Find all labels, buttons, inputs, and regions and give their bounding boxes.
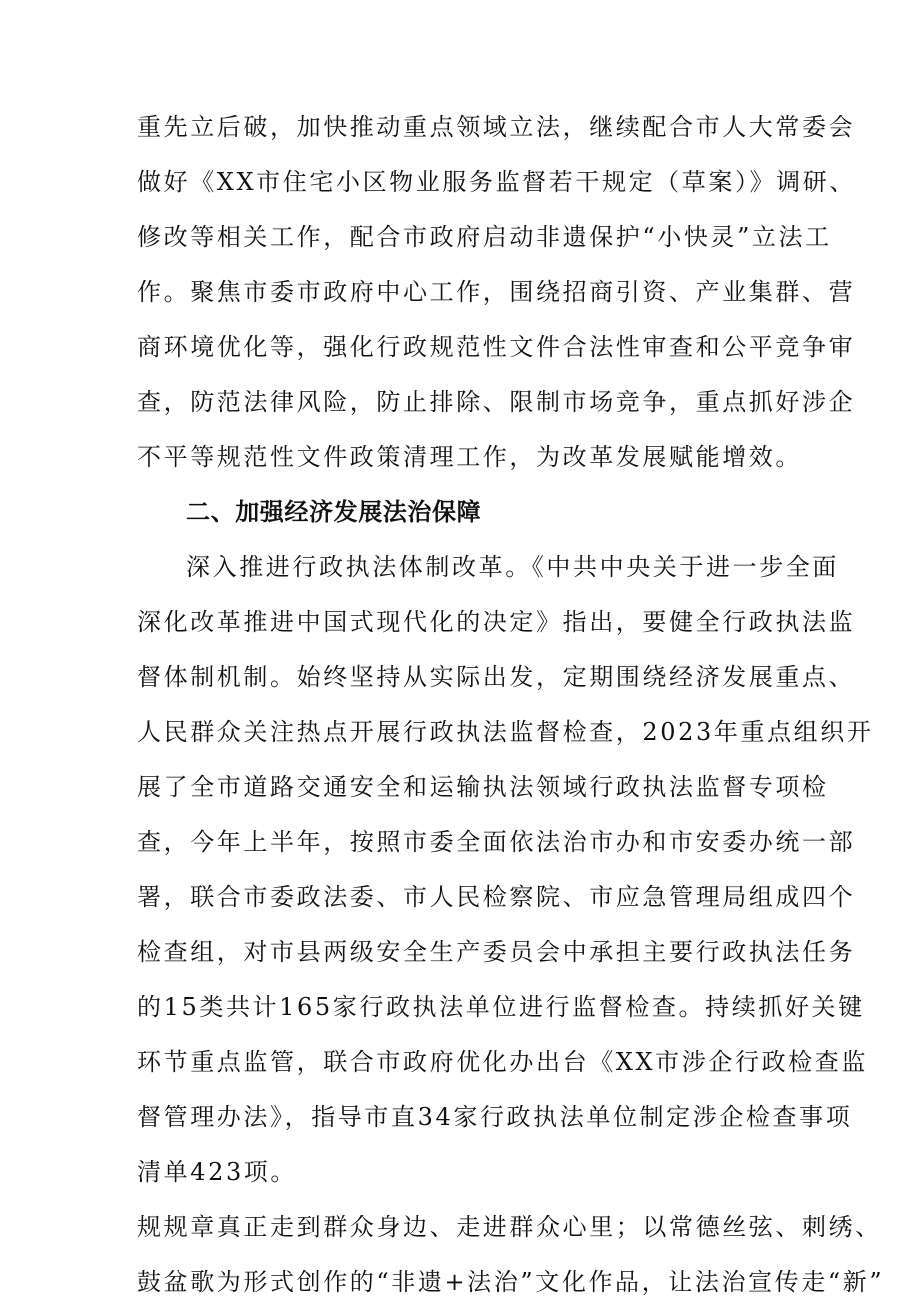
text-line: 人民群众关注热点开展行政执法监督检查，2023年重点组织开 [137, 718, 874, 746]
paragraph-first-line: 深入推进行政执法体制改革。《中共中央关于进一步全面 [186, 553, 839, 581]
text-line: 重先立后破，加快推动重点领域立法，继续配合市人大常委会 [137, 113, 856, 141]
text-line: 环节重点监管，联合市政府优化办出台《XX市涉企行政检查监 [137, 1048, 868, 1076]
section-heading: 二、加强经济发展法治保障 [186, 498, 482, 526]
text-line: 的15类共计165家行政执法单位进行监督检查。持续抓好关键 [137, 993, 865, 1021]
text-line: 规规章真正走到群众身边、走进群众心里；以常德丝弦、刺绣、 [137, 1213, 882, 1241]
text-line: 深化改革推进中国式现代化的决定》指出，要健全行政执法监 [137, 608, 856, 636]
text-line: 作。聚焦市委市政府中心工作，围绕招商引资、产业集群、营 [137, 278, 856, 306]
text-line: 不平等规范性文件政策清理工作，为改革发展赋能增效。 [137, 443, 802, 471]
text-line: 展了全市道路交通安全和运输执法领域行政执法监督专项检 [137, 773, 829, 801]
text-line: 修改等相关工作，配合市政府启动非遗保护“小快灵”立法工 [137, 223, 832, 251]
text-line: 做好《XX市住宅小区物业服务监督若干规定（草案）》调研、 [137, 168, 856, 196]
text-line: 检查组，对市县两级安全生产委员会中承担主要行政执法任务 [137, 938, 856, 966]
text-line: 查，今年上半年，按照市委全面依法治市办和市安委办统一部 [137, 828, 856, 856]
text-line: 督体制机制。始终坚持从实际出发，定期围绕经济发展重点、 [137, 663, 856, 691]
text-line: 署，联合市委政法委、市人民检察院、市应急管理局组成四个 [137, 883, 856, 911]
text-line: 清单423项。 [137, 1158, 298, 1186]
text-line: 查，防范法律风险，防止排除、限制市场竞争，重点抓好涉企 [137, 388, 856, 416]
text-line: 商环境优化等，强化行政规范性文件合法性审查和公平竞争审 [137, 333, 856, 361]
text-line: 鼓盆歌为形式创作的“非遗+法治”文化作品，让法治宣传走“新” [137, 1268, 885, 1296]
text-line: 督管理办法》，指导市直34家行政执法单位制定涉企检查事项 [137, 1103, 853, 1131]
